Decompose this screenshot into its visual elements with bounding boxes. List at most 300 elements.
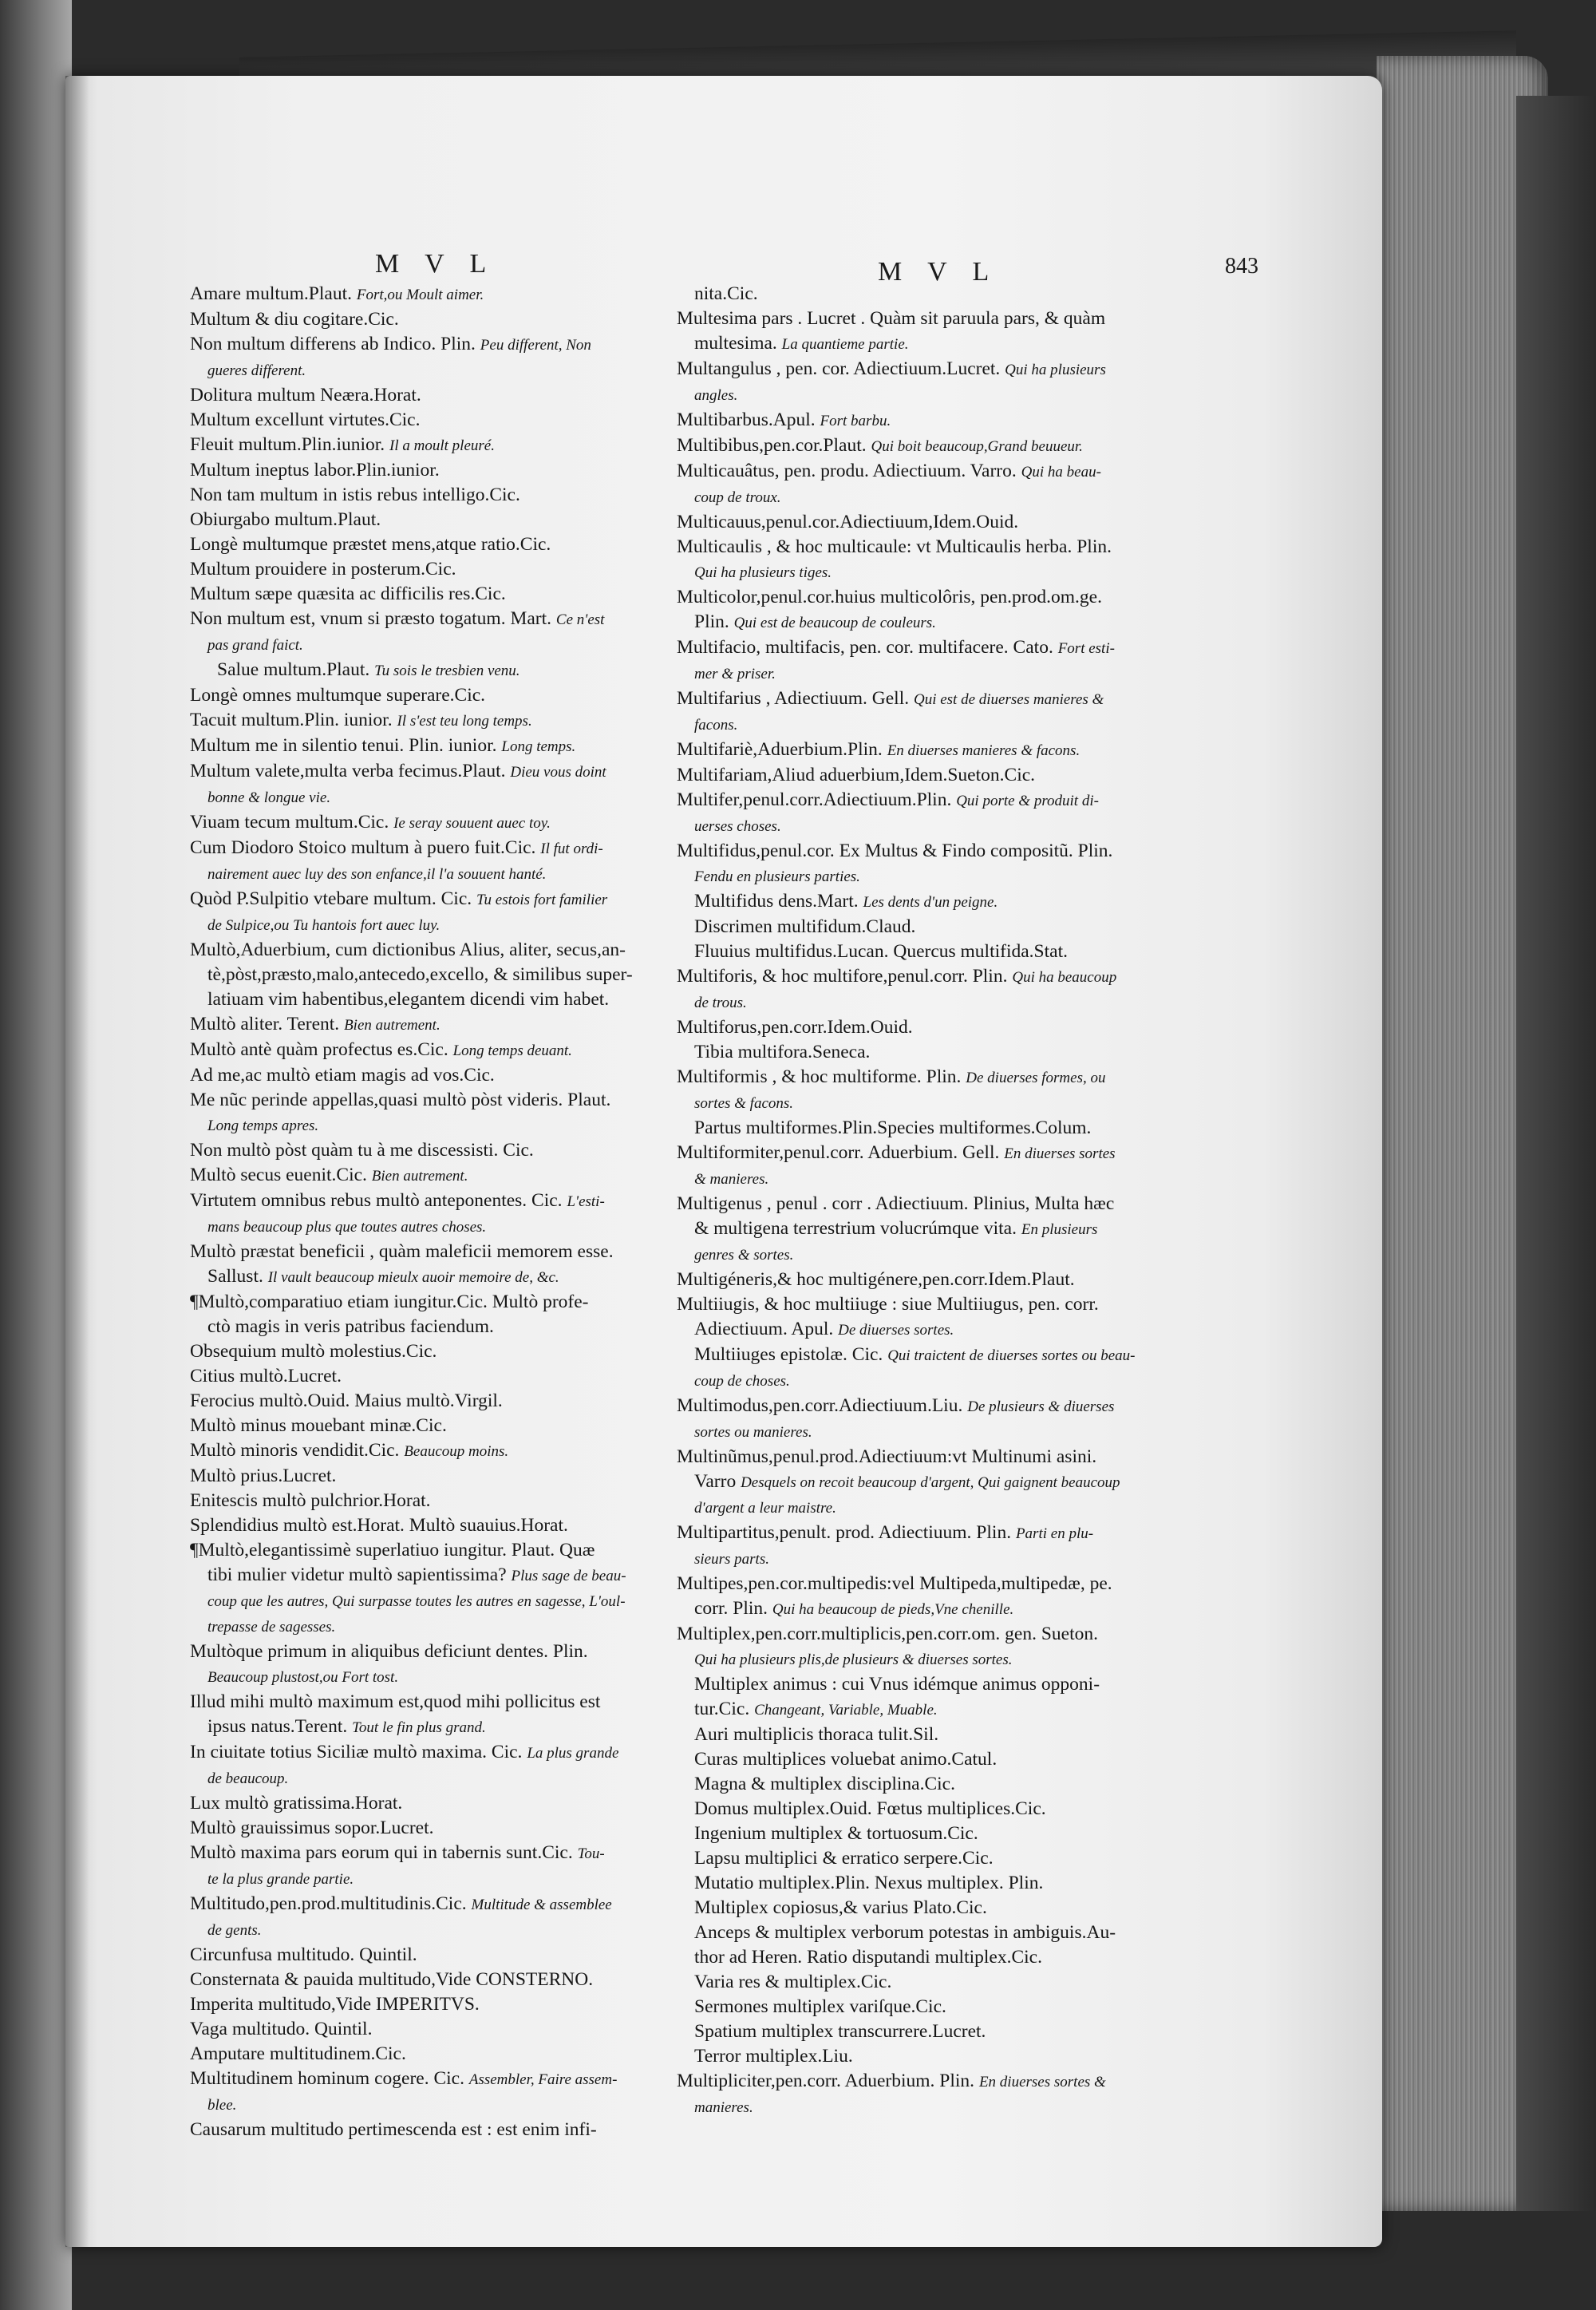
latin-text: Amare multum.Plaut. xyxy=(190,283,352,304)
dictionary-line xyxy=(190,607,653,632)
french-gloss: gueres different. xyxy=(207,362,306,379)
french-gloss: Qui traictent de diuerses sortes ou beau- xyxy=(887,1347,1136,1364)
dictionary-line xyxy=(677,990,1163,1015)
dictionary-line xyxy=(190,785,653,810)
latin-text: Multipartitus,penult. prod. Adiectiuum. Plin. xyxy=(677,1522,1012,1543)
dictionary-line xyxy=(677,1821,1163,1846)
dictionary-line xyxy=(677,357,1163,382)
dictionary-line xyxy=(677,1445,1163,1469)
page-number: 843 xyxy=(1225,254,1258,279)
dictionary-line xyxy=(677,2069,1163,2094)
french-gloss: Fort barbu. xyxy=(820,413,891,429)
latin-text: Multipes,pen.cor.multipedis:vel Multipeda,multipedæ, pe. xyxy=(677,1573,1112,1594)
dictionary-line xyxy=(190,2092,653,2118)
latin-text: Domus multiplex.Ouid. Fœtus multiplices.Cic. xyxy=(694,1798,1046,1819)
latin-text: Obsequium multò molestius.Cic. xyxy=(190,1341,437,1362)
latin-text: Multiiuges epistolæ. Cic. xyxy=(694,1344,883,1365)
dictionary-line xyxy=(190,1012,653,1038)
latin-text: Partus multiformes.Plin.Species multiformes.Colum. xyxy=(694,1117,1092,1138)
latin-text: Multibibus,pen.cor.Plaut. xyxy=(677,435,867,456)
latin-text: Sermones multiplex variſque.Cic. xyxy=(694,1996,946,2017)
french-gloss: de beaucoup. xyxy=(207,1770,289,1787)
dictionary-line xyxy=(677,1216,1163,1242)
latin-text: Multifer,penul.corr.Adiectiuum.Plin. xyxy=(677,789,952,810)
french-gloss: Multitude & assemblee xyxy=(471,1897,612,1913)
french-gloss: En diuerses sortes & xyxy=(978,2074,1106,2090)
french-gloss: Qui est de beaucoup de couleurs. xyxy=(733,615,936,631)
french-gloss: En diuerses sortes xyxy=(1004,1145,1116,1162)
latin-text: Auri multiplicis thoraca tulit.Sil. xyxy=(694,1724,939,1745)
french-gloss: Qui ha beaucoup de pieds,Vne chenille. xyxy=(772,1601,1014,1618)
latin-text: ipsus natus.Terent. xyxy=(207,1716,348,1737)
french-gloss: pas grand faict. xyxy=(207,637,303,654)
french-gloss: te la plus grande partie. xyxy=(207,1871,354,1888)
french-gloss: uerses choses. xyxy=(694,818,781,835)
latin-text: Fluuius multifidus.Lucan. Quercus multifida.Stat. xyxy=(694,941,1068,962)
dictionary-line xyxy=(190,1816,653,1841)
latin-text: Curas multiplices voluebat animo.Catul. xyxy=(694,1749,998,1770)
dictionary-line xyxy=(190,1489,653,1513)
french-gloss: En diuerses manieres & facons. xyxy=(887,742,1080,759)
french-gloss: Desquels on recoit beaucoup d'argent, Qui gaignent beaucoup xyxy=(741,1474,1120,1491)
french-gloss: De plusieurs & diuerses xyxy=(967,1398,1115,1415)
latin-text: Varia res & multiplex.Cic. xyxy=(694,1972,892,1992)
dictionary-line xyxy=(677,839,1163,864)
latin-text: Multigenus , penul . corr . Adiectiuum. Plinius, Multa hæc xyxy=(677,1193,1115,1214)
latin-text: ¶Multò,comparatiuo etiam iungitur.Cic. Multò profe- xyxy=(190,1291,589,1312)
dictionary-line xyxy=(190,1264,653,1290)
latin-text: Multipliciter,pen.corr. Aduerbium. Plin. xyxy=(677,2071,975,2091)
french-gloss: angles. xyxy=(694,387,738,404)
dictionary-line xyxy=(677,408,1163,433)
french-gloss: Tou- xyxy=(577,1845,605,1862)
dictionary-line xyxy=(677,535,1163,560)
dictionary-line xyxy=(190,683,653,708)
dictionary-line xyxy=(677,1343,1163,1368)
dictionary-line xyxy=(190,1917,653,1943)
latin-text: latiuam vim habentibus,elegantem dicendi vim habet. xyxy=(207,989,610,1010)
dictionary-line xyxy=(190,282,653,307)
dictionary-line xyxy=(677,1040,1163,1065)
dictionary-line xyxy=(190,1791,653,1816)
right-column xyxy=(677,282,1163,2120)
page-gutter xyxy=(65,76,89,2247)
french-gloss: L'esti- xyxy=(567,1193,605,1210)
dictionary-line xyxy=(677,1920,1163,1945)
dictionary-line xyxy=(190,1841,653,1866)
french-gloss: facons. xyxy=(694,717,738,734)
dictionary-line xyxy=(677,1896,1163,1920)
latin-text: Multifacio, multifacis, pen. cor. multifacere. Cato. xyxy=(677,637,1053,658)
dictionary-line xyxy=(190,2067,653,2092)
dictionary-line xyxy=(190,408,653,433)
dictionary-line xyxy=(677,585,1163,610)
dictionary-line xyxy=(677,1317,1163,1343)
latin-text: Multò secus euenit.Cic. xyxy=(190,1165,367,1185)
french-gloss: trepasse de sagesses. xyxy=(207,1619,336,1636)
french-gloss: En plusieurs xyxy=(1021,1221,1098,1238)
dictionary-line xyxy=(190,1315,653,1339)
dictionary-line xyxy=(677,1268,1163,1292)
dictionary-line xyxy=(677,433,1163,459)
latin-text: Multò minus mouebant minæ.Cic. xyxy=(190,1415,447,1436)
latin-text: Multiforus,pen.corr.Idem.Ouid. xyxy=(677,1017,913,1038)
dictionary-line xyxy=(677,1596,1163,1622)
latin-text: Obiurgabo multum.Plaut. xyxy=(190,509,381,530)
latin-text: Multiplex copiosus,& varius Plato.Cic. xyxy=(694,1897,987,1918)
dictionary-line xyxy=(677,1546,1163,1572)
dictionary-line xyxy=(677,661,1163,686)
latin-text: Multò aliter. Terent. xyxy=(190,1014,340,1034)
latin-text: Varro xyxy=(694,1471,737,1492)
french-gloss: Les dents d'un peigne. xyxy=(863,894,998,911)
french-gloss: de Sulpice,ou Tu hantois fort auec luy. xyxy=(207,917,440,934)
dictionary-line xyxy=(677,1166,1163,1192)
french-gloss: Peu different, Non xyxy=(480,337,591,354)
dictionary-line xyxy=(677,1116,1163,1141)
french-gloss: La plus grande xyxy=(527,1745,619,1762)
french-gloss: Qui ha plusieurs plis,de plusieurs & diuerses sortes. xyxy=(694,1651,1013,1668)
dictionary-line xyxy=(190,1992,653,2017)
latin-text: Circunfusa multitudo. Quintil. xyxy=(190,1944,417,1965)
dictionary-line xyxy=(677,282,1163,307)
dictionary-line xyxy=(190,861,653,887)
french-gloss: Qui ha plusieurs tiges. xyxy=(694,564,832,581)
latin-text: ctò magis in veris patribus faciendum. xyxy=(207,1316,494,1337)
dictionary-line xyxy=(677,1871,1163,1896)
dictionary-line xyxy=(190,1290,653,1315)
dictionary-line xyxy=(677,939,1163,964)
dictionary-line xyxy=(190,1163,653,1189)
french-gloss: de gents. xyxy=(207,1922,262,1939)
dictionary-line xyxy=(677,2094,1163,2120)
dictionary-line xyxy=(677,1772,1163,1797)
latin-text: corr. Plin. xyxy=(694,1598,768,1619)
dictionary-line xyxy=(677,610,1163,635)
french-gloss: De diuerses formes, ou xyxy=(966,1070,1106,1086)
french-gloss: coup que les autres, Qui surpasse toutes les autres en sagesse, L'oul- xyxy=(207,1593,626,1610)
dictionary-line xyxy=(190,1464,653,1489)
dictionary-line xyxy=(190,658,653,683)
latin-text: Adiectiuum. Apul. xyxy=(694,1319,834,1339)
french-gloss: Il vault beaucoup mieulx auoir memoire de, &c. xyxy=(267,1269,559,1286)
french-gloss: Beaucoup moins. xyxy=(404,1443,509,1460)
french-gloss: Qui ha plusieurs xyxy=(1005,362,1106,378)
dictionary-line xyxy=(677,1292,1163,1317)
french-gloss: Fendu en plusieurs parties. xyxy=(694,868,860,885)
dictionary-line xyxy=(677,459,1163,485)
french-gloss: Fort,ou Moult aimer. xyxy=(356,287,484,303)
latin-text: Cum Diodoro Stoico multum à puero fuit.Cic. xyxy=(190,837,536,858)
dictionary-line xyxy=(677,1622,1163,1647)
dictionary-line xyxy=(677,1090,1163,1116)
french-gloss: Tu estois fort familier xyxy=(476,892,608,908)
french-gloss: genres & sortes. xyxy=(694,1247,794,1264)
latin-text: Multifariam,Aliud aduerbium,Idem.Sueton.Cic. xyxy=(677,765,1036,785)
latin-text: Causarum multitudo pertimescenda est : est enim infi- xyxy=(190,2119,597,2140)
dictionary-line xyxy=(677,864,1163,889)
latin-text: Ad me,ac multò etiam magis ad vos.Cic. xyxy=(190,1065,495,1086)
dictionary-line xyxy=(190,1715,653,1740)
dictionary-line xyxy=(677,1970,1163,1995)
dictionary-line xyxy=(190,963,653,987)
dictionary-line xyxy=(190,938,653,963)
latin-text: tè,pòst,præsto,malo,antecedo,excello, & similibus super- xyxy=(207,964,633,985)
latin-text: Lux multò gratissima.Horat. xyxy=(190,1793,403,1814)
french-gloss: blee. xyxy=(207,2097,237,2114)
french-gloss: Long temps apres. xyxy=(207,1117,319,1134)
latin-text: Terror multiplex.Liu. xyxy=(694,2046,853,2067)
dictionary-line xyxy=(677,485,1163,510)
dictionary-line xyxy=(190,557,653,582)
french-gloss: Ie seray souuent auec toy. xyxy=(393,815,551,832)
dictionary-line xyxy=(677,2044,1163,2069)
latin-text: Multum me in silentio tenui. Plin. iunior. xyxy=(190,735,497,756)
latin-text: Dolitura multum Neæra.Horat. xyxy=(190,385,421,405)
latin-text: Multiformiter,penul.corr. Aduerbium. Gell. xyxy=(677,1142,1000,1163)
dictionary-line xyxy=(190,1389,653,1414)
latin-text: Longè omnes multumque superare.Cic. xyxy=(190,685,486,706)
latin-text: Longè multumque præstet mens,atque ratio.Cic. xyxy=(190,534,551,555)
dictionary-line xyxy=(190,1214,653,1240)
dictionary-line xyxy=(190,1664,653,1690)
latin-text: Multò præstat beneficii , quàm maleficii memorem esse. xyxy=(190,1241,614,1262)
latin-text: Multum & diu cogitare.Cic. xyxy=(190,309,399,330)
dictionary-line xyxy=(190,1538,653,1563)
latin-text: Fleuit multum.Plin.iunior. xyxy=(190,434,385,455)
dictionary-line xyxy=(677,1141,1163,1166)
latin-text: Multigéneris,& hoc multigénere,pen.corr.Idem.Plaut. xyxy=(677,1269,1075,1290)
french-gloss: Fort esti- xyxy=(1057,640,1115,657)
dictionary-line xyxy=(190,1740,653,1766)
dictionary-line xyxy=(190,1189,653,1214)
dictionary-line xyxy=(677,1065,1163,1090)
dictionary-line xyxy=(677,382,1163,408)
dictionary-line xyxy=(677,964,1163,990)
dictionary-line xyxy=(190,307,653,332)
dictionary-line xyxy=(677,1469,1163,1495)
latin-text: Multimodus,pen.corr.Adiectiuum.Liu. xyxy=(677,1395,963,1416)
french-gloss: mans beaucoup plus que toutes autres choses. xyxy=(207,1219,487,1236)
dictionary-line xyxy=(677,889,1163,915)
dictionary-line xyxy=(677,1672,1163,1697)
latin-text: Multò minoris vendidit.Cic. xyxy=(190,1440,400,1461)
latin-text: Multesima pars . Lucret . Quàm sit paruula pars, & quàm xyxy=(677,308,1106,329)
dictionary-line xyxy=(190,582,653,607)
dictionary-line xyxy=(190,810,653,836)
french-gloss: Parti en plu- xyxy=(1015,1525,1094,1542)
dictionary-line xyxy=(190,2017,653,2042)
latin-text: Ingenium multiplex & tortuosum.Cic. xyxy=(694,1823,978,1844)
latin-text: Multum valete,multa verba fecimus.Plaut. xyxy=(190,761,506,781)
latin-text: Multum prouidere in posterum.Cic. xyxy=(190,559,456,579)
left-column xyxy=(190,282,653,2142)
dictionary-line xyxy=(190,1513,653,1538)
latin-text: Splendidius multò est.Horat. Multò suauius.Horat. xyxy=(190,1515,568,1536)
french-gloss: coup de choses. xyxy=(694,1373,790,1390)
latin-text: Non multò pòst quàm tu à me discessisti. Cic. xyxy=(190,1140,534,1161)
dictionary-line xyxy=(677,1192,1163,1216)
dictionary-line xyxy=(677,788,1163,813)
latin-text: Multum excellunt virtutes.Cic. xyxy=(190,409,421,430)
french-gloss: La quantieme partie. xyxy=(781,336,909,353)
latin-text: Multiformis , & hoc multiforme. Plin. xyxy=(677,1066,962,1087)
french-gloss: Ce n'est xyxy=(555,611,605,628)
dictionary-line xyxy=(677,1521,1163,1546)
dictionary-line xyxy=(190,2042,653,2067)
latin-text: Spatium multiplex transcurrere.Lucret. xyxy=(694,2021,986,2042)
dictionary-line xyxy=(190,532,653,557)
dictionary-line xyxy=(190,1088,653,1113)
dictionary-line xyxy=(190,1038,653,1063)
french-gloss: de trous. xyxy=(694,995,747,1011)
french-gloss: Il s'est teu long temps. xyxy=(397,713,532,730)
french-gloss: bonne & longue vie. xyxy=(207,789,331,806)
dictionary-line xyxy=(190,433,653,458)
latin-text: In ciuitate totius Siciliæ multò maxima. Cic. xyxy=(190,1742,523,1762)
dictionary-line xyxy=(190,1364,653,1389)
french-gloss: mer & priser. xyxy=(694,666,776,682)
dictionary-line xyxy=(677,307,1163,331)
french-gloss: Qui boit beaucoup,Grand beuueur. xyxy=(871,438,1083,455)
dictionary-line xyxy=(677,1647,1163,1672)
latin-text: Tacuit multum.Plin. iunior. xyxy=(190,710,393,730)
french-gloss: d'argent a leur maistre. xyxy=(694,1500,836,1517)
dictionary-line xyxy=(677,510,1163,535)
latin-text: Multicauâtus, pen. produ. Adiectiuum. Varro. xyxy=(677,461,1017,481)
dictionary-line xyxy=(677,2019,1163,2044)
latin-text: & multigena terrestrium volucrúmque vita. xyxy=(694,1218,1017,1239)
dictionary-line xyxy=(190,1438,653,1464)
latin-text: Multiplex animus : cui Vnus idémque animus opponi- xyxy=(694,1674,1100,1695)
dictionary-line xyxy=(190,1766,653,1791)
latin-text: Multòque primum in aliquibus deficiunt dentes. Plin. xyxy=(190,1641,588,1662)
dictionary-line xyxy=(190,1588,653,1614)
latin-text: Multicauus,penul.cor.Adiectiuum,Idem.Ouid. xyxy=(677,512,1019,532)
latin-text: Multangulus , pen. cor. Adiectiuum.Lucret. xyxy=(677,358,1001,379)
dictionary-line xyxy=(677,1419,1163,1445)
french-gloss: Tout le fin plus grand. xyxy=(352,1719,486,1736)
latin-text: Multò grauissimus sopor.Lucret. xyxy=(190,1818,434,1838)
latin-text: Multiplex,pen.corr.multiplicis,pen.corr.om. gen. Sueton. xyxy=(677,1624,1099,1644)
dictionary-line xyxy=(190,708,653,734)
latin-text: Multò,Aduerbium, cum dictionibus Alius, aliter, secus,an- xyxy=(190,939,626,960)
dictionary-line xyxy=(190,1614,653,1640)
dictionary-line xyxy=(677,1572,1163,1596)
dictionary-line xyxy=(190,1414,653,1438)
dictionary-line xyxy=(677,1846,1163,1871)
dictionary-line xyxy=(190,508,653,532)
dictionary-line xyxy=(190,1968,653,1992)
latin-text: multesima. xyxy=(694,333,777,354)
french-gloss: Qui porte & produit di- xyxy=(956,793,1099,809)
latin-text: Me nũc perinde appellas,quasi multò pòst videris. Plaut. xyxy=(190,1090,611,1110)
latin-text: Multum ineptus labor.Plin.iunior. xyxy=(190,460,440,481)
latin-text: thor ad Heren. Ratio disputandi multiplex.Cic. xyxy=(694,1947,1042,1968)
french-gloss: Qui est de diuerses manieres & xyxy=(913,691,1104,708)
latin-text: Multitudinem hominum cogere. Cic. xyxy=(190,2068,464,2089)
latin-text: Multibarbus.Apul. xyxy=(677,409,816,430)
latin-text: Multicaulis , & hoc multicaule: vt Multicaulis herba. Plin. xyxy=(677,536,1112,557)
latin-text: Multò maxima pars eorum qui in tabernis sunt.Cic. xyxy=(190,1842,573,1863)
latin-text: Citius multò.Lucret. xyxy=(190,1366,342,1386)
dictionary-line xyxy=(677,1495,1163,1521)
dictionary-line xyxy=(677,1368,1163,1394)
dictionary-line xyxy=(677,915,1163,939)
dictionary-line xyxy=(677,1394,1163,1419)
dictionary-line xyxy=(190,1690,653,1715)
french-gloss: nairement auec luy des son enfance,il l'a souuent hanté. xyxy=(207,866,547,883)
french-gloss: sortes ou manieres. xyxy=(694,1424,812,1441)
dictionary-line xyxy=(190,332,653,358)
dictionary-line xyxy=(677,560,1163,585)
latin-text: Virtutem omnibus rebus multò anteponentes. Cic. xyxy=(190,1190,563,1211)
latin-text: Multifidus dens.Mart. xyxy=(694,891,859,912)
latin-text: Anceps & multiplex verborum potestas in ambiguis.Au- xyxy=(694,1922,1116,1943)
latin-text: Non multum differens ab Indico. Plin. xyxy=(190,334,476,354)
latin-text: tibi mulier videtur multò sapientissima? xyxy=(207,1564,507,1585)
latin-text: Non tam multum in istis rebus intelligo.Cic. xyxy=(190,485,520,505)
dictionary-line xyxy=(190,1640,653,1664)
french-gloss: Bien autrement. xyxy=(371,1168,468,1185)
latin-text: Multò antè quàm profectus es.Cic. xyxy=(190,1039,448,1060)
latin-text: Magna & multiplex disciplina.Cic. xyxy=(694,1774,955,1794)
latin-text: Multicolor,penul.cor.huius multicolôris, pen.prod.om.ge. xyxy=(677,587,1102,607)
dictionary-line xyxy=(677,1797,1163,1821)
latin-text: Vaga multitudo. Quintil. xyxy=(190,2019,373,2039)
french-gloss: Dieu vous doint xyxy=(510,764,606,781)
latin-text: Multinũmus,penul.prod.Adiectiuum:vt Multinumi asini. xyxy=(677,1446,1097,1467)
dictionary-line xyxy=(677,686,1163,712)
dictionary-line xyxy=(677,712,1163,738)
latin-text: Multifidus,penul.cor. Ex Multus & Findo compositũ. Plin. xyxy=(677,841,1113,861)
french-gloss: Plus sage de beau- xyxy=(511,1568,626,1584)
french-gloss: Il fut ordi- xyxy=(540,841,603,857)
dictionary-line xyxy=(190,759,653,785)
latin-text: Sallust. xyxy=(207,1266,263,1287)
latin-text: tur.Cic. xyxy=(694,1699,750,1719)
latin-text: Non multum est, vnum si præsto togatum. Mart. xyxy=(190,608,552,629)
dictionary-line xyxy=(190,483,653,508)
latin-text: Amputare multitudinem.Cic. xyxy=(190,2043,406,2064)
latin-text: Consternata & pauida multitudo,Vide CONSTERNO. xyxy=(190,1969,594,1990)
latin-text: Multifarius , Adiectiuum. Gell. xyxy=(677,688,910,709)
dictionary-line xyxy=(677,1995,1163,2019)
french-gloss: Bien autrement. xyxy=(344,1017,440,1034)
french-gloss: Il a moult pleuré. xyxy=(389,437,495,454)
dictionary-line xyxy=(190,1063,653,1088)
french-gloss: Beaucoup plustost,ou Fort tost. xyxy=(207,1669,399,1686)
dictionary-line xyxy=(190,383,653,408)
dictionary-line xyxy=(190,1138,653,1163)
french-gloss: sieurs parts. xyxy=(694,1551,769,1568)
left-running-head: M V L xyxy=(375,249,496,279)
dictionary-line xyxy=(190,1892,653,1917)
dictionary-line xyxy=(190,887,653,912)
latin-text: Ferocius multò.Ouid. Maius multò.Virgil. xyxy=(190,1390,503,1411)
latin-text: Quòd P.Sulpitio vtebare multum. Cic. xyxy=(190,888,472,909)
dictionary-line xyxy=(190,1563,653,1588)
french-gloss: sortes & facons. xyxy=(694,1095,794,1112)
french-gloss: Changeant, Variable, Muable. xyxy=(754,1702,938,1719)
french-gloss: Long temps. xyxy=(501,738,576,755)
dictionary-line xyxy=(677,1015,1163,1040)
dictionary-line xyxy=(677,813,1163,839)
dictionary-line xyxy=(677,738,1163,763)
dictionary-line xyxy=(190,734,653,759)
dictionary-line xyxy=(677,1945,1163,1970)
dictionary-line xyxy=(190,987,653,1012)
